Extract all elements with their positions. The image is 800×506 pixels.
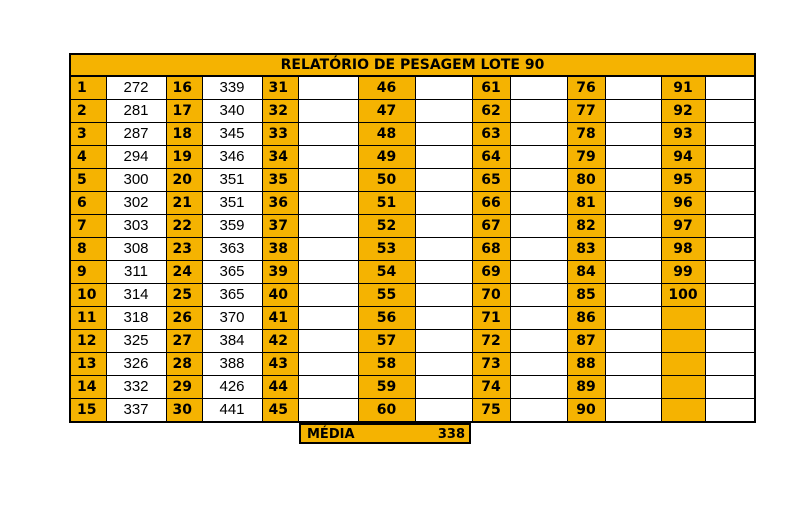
- animal-number-cell: 4: [70, 146, 106, 169]
- animal-number-cell: 43: [262, 353, 298, 376]
- weight-cell: [415, 330, 472, 353]
- weight-cell: [605, 192, 661, 215]
- animal-number-cell: 30: [166, 399, 202, 423]
- weight-cell: [415, 238, 472, 261]
- table-row: [70, 376, 755, 399]
- weight-cell: [705, 307, 755, 330]
- weight-cell: [705, 146, 755, 169]
- animal-number-cell: 59: [358, 376, 415, 399]
- weight-cell: [298, 146, 358, 169]
- animal-number-cell: 57: [358, 330, 415, 353]
- animal-number-cell: 40: [262, 284, 298, 307]
- animal-number-cell: 77: [567, 100, 605, 123]
- animal-number-cell: 62: [472, 100, 510, 123]
- animal-number-cell: 98: [661, 238, 705, 261]
- weight-cell: [510, 100, 567, 123]
- weight-cell: [510, 238, 567, 261]
- weight-cell: [298, 261, 358, 284]
- animal-number-cell: 14: [70, 376, 106, 399]
- weight-cell: [705, 169, 755, 192]
- animal-number-cell: 44: [262, 376, 298, 399]
- table-row: [70, 192, 755, 215]
- weight-cell: [415, 146, 472, 169]
- weight-cell: 303: [106, 215, 166, 238]
- weight-cell: 332: [106, 376, 166, 399]
- animal-number-cell: 33: [262, 123, 298, 146]
- report-title: RELATÓRIO DE PESAGEM LOTE 90: [70, 54, 755, 76]
- weight-cell: [415, 376, 472, 399]
- animal-number-cell: 6: [70, 192, 106, 215]
- weight-cell: [605, 100, 661, 123]
- animal-number-cell: 34: [262, 146, 298, 169]
- weight-cell: [705, 353, 755, 376]
- animal-number-cell: 96: [661, 192, 705, 215]
- weight-cell: [510, 399, 567, 423]
- animal-number-cell: 7: [70, 215, 106, 238]
- average-label: MÉDIA: [307, 427, 355, 442]
- animal-number-cell: 27: [166, 330, 202, 353]
- animal-number-cell: 35: [262, 169, 298, 192]
- animal-number-cell: 74: [472, 376, 510, 399]
- weight-cell: [705, 399, 755, 423]
- table-row: [70, 76, 755, 100]
- weight-cell: [705, 215, 755, 238]
- animal-number-cell: 68: [472, 238, 510, 261]
- weight-cell: [705, 192, 755, 215]
- weight-cell: [705, 376, 755, 399]
- animal-number-cell: 61: [472, 76, 510, 100]
- weight-cell: [510, 353, 567, 376]
- weight-cell: 441: [202, 399, 262, 423]
- table-row: [70, 169, 755, 192]
- animal-number-cell: 72: [472, 330, 510, 353]
- animal-number-cell: 75: [472, 399, 510, 423]
- table-row: [70, 261, 755, 284]
- animal-number-cell: 95: [661, 169, 705, 192]
- weight-cell: [510, 215, 567, 238]
- animal-number-cell: 21: [166, 192, 202, 215]
- animal-number-cell: 15: [70, 399, 106, 423]
- animal-number-cell: 51: [358, 192, 415, 215]
- weight-cell: [605, 146, 661, 169]
- weight-cell: [705, 261, 755, 284]
- animal-number-cell: 92: [661, 100, 705, 123]
- weight-cell: [705, 238, 755, 261]
- animal-number-cell: 84: [567, 261, 605, 284]
- weight-cell: [415, 100, 472, 123]
- animal-number-cell: [661, 330, 705, 353]
- table-row: [70, 353, 755, 376]
- weight-cell: 326: [106, 353, 166, 376]
- animal-number-cell: 79: [567, 146, 605, 169]
- weight-cell: [510, 146, 567, 169]
- animal-number-cell: 24: [166, 261, 202, 284]
- weight-cell: 337: [106, 399, 166, 423]
- animal-number-cell: 20: [166, 169, 202, 192]
- animal-number-cell: 100: [661, 284, 705, 307]
- weighing-table: [69, 53, 756, 423]
- animal-number-cell: 67: [472, 215, 510, 238]
- weight-cell: 359: [202, 215, 262, 238]
- weight-cell: [705, 76, 755, 100]
- weight-cell: [605, 330, 661, 353]
- weight-cell: 370: [202, 307, 262, 330]
- weight-cell: 340: [202, 100, 262, 123]
- animal-number-cell: 86: [567, 307, 605, 330]
- weight-cell: [298, 353, 358, 376]
- animal-number-cell: 8: [70, 238, 106, 261]
- weight-cell: [605, 353, 661, 376]
- weight-cell: 318: [106, 307, 166, 330]
- weight-cell: [298, 123, 358, 146]
- animal-number-cell: [661, 376, 705, 399]
- weight-cell: 346: [202, 146, 262, 169]
- weight-cell: 302: [106, 192, 166, 215]
- weight-cell: [298, 215, 358, 238]
- weight-cell: [415, 307, 472, 330]
- animal-number-cell: 12: [70, 330, 106, 353]
- weight-cell: [298, 169, 358, 192]
- weight-cell: 363: [202, 238, 262, 261]
- table-row: [70, 284, 755, 307]
- weight-cell: [510, 307, 567, 330]
- average-box: [299, 423, 471, 444]
- weight-cell: [415, 353, 472, 376]
- weight-cell: [705, 123, 755, 146]
- animal-number-cell: 85: [567, 284, 605, 307]
- weight-cell: [605, 284, 661, 307]
- table-row: [70, 238, 755, 261]
- weight-cell: [510, 76, 567, 100]
- animal-number-cell: 63: [472, 123, 510, 146]
- weight-cell: 339: [202, 76, 262, 100]
- weight-cell: [510, 261, 567, 284]
- animal-number-cell: 19: [166, 146, 202, 169]
- animal-number-cell: 66: [472, 192, 510, 215]
- table-row: [70, 146, 755, 169]
- animal-number-cell: 50: [358, 169, 415, 192]
- weight-cell: 311: [106, 261, 166, 284]
- animal-number-cell: 70: [472, 284, 510, 307]
- weight-cell: [605, 307, 661, 330]
- weight-cell: 314: [106, 284, 166, 307]
- average-value: 338: [437, 427, 465, 442]
- weight-cell: [605, 215, 661, 238]
- animal-number-cell: 32: [262, 100, 298, 123]
- weight-cell: 308: [106, 238, 166, 261]
- weight-cell: 325: [106, 330, 166, 353]
- weight-cell: [415, 399, 472, 423]
- weight-cell: [605, 376, 661, 399]
- animal-number-cell: [661, 399, 705, 423]
- animal-number-cell: 91: [661, 76, 705, 100]
- animal-number-cell: 2: [70, 100, 106, 123]
- weight-cell: 272: [106, 76, 166, 100]
- animal-number-cell: 88: [567, 353, 605, 376]
- animal-number-cell: 78: [567, 123, 605, 146]
- weight-cell: [415, 169, 472, 192]
- animal-number-cell: 16: [166, 76, 202, 100]
- animal-number-cell: 71: [472, 307, 510, 330]
- animal-number-cell: [661, 353, 705, 376]
- animal-number-cell: 80: [567, 169, 605, 192]
- animal-number-cell: 49: [358, 146, 415, 169]
- animal-number-cell: 28: [166, 353, 202, 376]
- animal-number-cell: 42: [262, 330, 298, 353]
- animal-number-cell: 48: [358, 123, 415, 146]
- weight-cell: 388: [202, 353, 262, 376]
- weight-cell: [298, 100, 358, 123]
- animal-number-cell: 26: [166, 307, 202, 330]
- weight-cell: [705, 330, 755, 353]
- weighing-report-sheet: [69, 53, 756, 423]
- animal-number-cell: 69: [472, 261, 510, 284]
- animal-number-cell: 39: [262, 261, 298, 284]
- animal-number-cell: [661, 307, 705, 330]
- table-row: [70, 307, 755, 330]
- weight-cell: [415, 76, 472, 100]
- animal-number-cell: 37: [262, 215, 298, 238]
- table-row: [70, 215, 755, 238]
- weight-cell: [510, 123, 567, 146]
- weight-cell: [705, 100, 755, 123]
- animal-number-cell: 87: [567, 330, 605, 353]
- animal-number-cell: 5: [70, 169, 106, 192]
- animal-number-cell: 22: [166, 215, 202, 238]
- weight-cell: 345: [202, 123, 262, 146]
- weight-cell: [415, 284, 472, 307]
- weight-cell: [298, 76, 358, 100]
- animal-number-cell: 93: [661, 123, 705, 146]
- animal-number-cell: 11: [70, 307, 106, 330]
- animal-number-cell: 53: [358, 238, 415, 261]
- weight-cell: [605, 76, 661, 100]
- weight-cell: [415, 123, 472, 146]
- weight-cell: [605, 123, 661, 146]
- animal-number-cell: 99: [661, 261, 705, 284]
- weight-cell: 426: [202, 376, 262, 399]
- weight-cell: [605, 169, 661, 192]
- animal-number-cell: 38: [262, 238, 298, 261]
- animal-number-cell: 94: [661, 146, 705, 169]
- weight-cell: [415, 261, 472, 284]
- weight-cell: [510, 330, 567, 353]
- weight-cell: 365: [202, 284, 262, 307]
- weight-cell: 294: [106, 146, 166, 169]
- weight-cell: 300: [106, 169, 166, 192]
- animal-number-cell: 58: [358, 353, 415, 376]
- weight-cell: [415, 215, 472, 238]
- weight-cell: 351: [202, 169, 262, 192]
- weight-cell: [510, 169, 567, 192]
- weight-cell: [298, 376, 358, 399]
- animal-number-cell: 9: [70, 261, 106, 284]
- weight-cell: 281: [106, 100, 166, 123]
- weight-cell: [298, 238, 358, 261]
- animal-number-cell: 90: [567, 399, 605, 423]
- weight-cell: [298, 307, 358, 330]
- weight-cell: [298, 192, 358, 215]
- animal-number-cell: 1: [70, 76, 106, 100]
- animal-number-cell: 64: [472, 146, 510, 169]
- weight-cell: [298, 284, 358, 307]
- weight-cell: [605, 261, 661, 284]
- animal-number-cell: 60: [358, 399, 415, 423]
- animal-number-cell: 54: [358, 261, 415, 284]
- animal-number-cell: 46: [358, 76, 415, 100]
- weight-cell: [298, 399, 358, 423]
- weight-cell: 351: [202, 192, 262, 215]
- weight-cell: 287: [106, 123, 166, 146]
- animal-number-cell: 55: [358, 284, 415, 307]
- animal-number-cell: 25: [166, 284, 202, 307]
- weight-cell: 365: [202, 261, 262, 284]
- animal-number-cell: 56: [358, 307, 415, 330]
- weight-cell: [415, 192, 472, 215]
- animal-number-cell: 10: [70, 284, 106, 307]
- animal-number-cell: 3: [70, 123, 106, 146]
- weight-cell: [705, 284, 755, 307]
- animal-number-cell: 13: [70, 353, 106, 376]
- animal-number-cell: 29: [166, 376, 202, 399]
- animal-number-cell: 89: [567, 376, 605, 399]
- animal-number-cell: 73: [472, 353, 510, 376]
- weight-cell: [605, 238, 661, 261]
- animal-number-cell: 97: [661, 215, 705, 238]
- weight-cell: [510, 376, 567, 399]
- weight-cell: [605, 399, 661, 423]
- animal-number-cell: 81: [567, 192, 605, 215]
- table-row: [70, 330, 755, 353]
- animal-number-cell: 17: [166, 100, 202, 123]
- table-row: [70, 399, 755, 423]
- animal-number-cell: 41: [262, 307, 298, 330]
- animal-number-cell: 45: [262, 399, 298, 423]
- animal-number-cell: 23: [166, 238, 202, 261]
- weight-cell: 384: [202, 330, 262, 353]
- animal-number-cell: 82: [567, 215, 605, 238]
- animal-number-cell: 83: [567, 238, 605, 261]
- animal-number-cell: 47: [358, 100, 415, 123]
- weight-cell: [510, 192, 567, 215]
- weight-cell: [298, 330, 358, 353]
- weight-cell: [510, 284, 567, 307]
- animal-number-cell: 52: [358, 215, 415, 238]
- table-row: [70, 100, 755, 123]
- table-row: [70, 123, 755, 146]
- animal-number-cell: 31: [262, 76, 298, 100]
- animal-number-cell: 18: [166, 123, 202, 146]
- animal-number-cell: 36: [262, 192, 298, 215]
- animal-number-cell: 76: [567, 76, 605, 100]
- animal-number-cell: 65: [472, 169, 510, 192]
